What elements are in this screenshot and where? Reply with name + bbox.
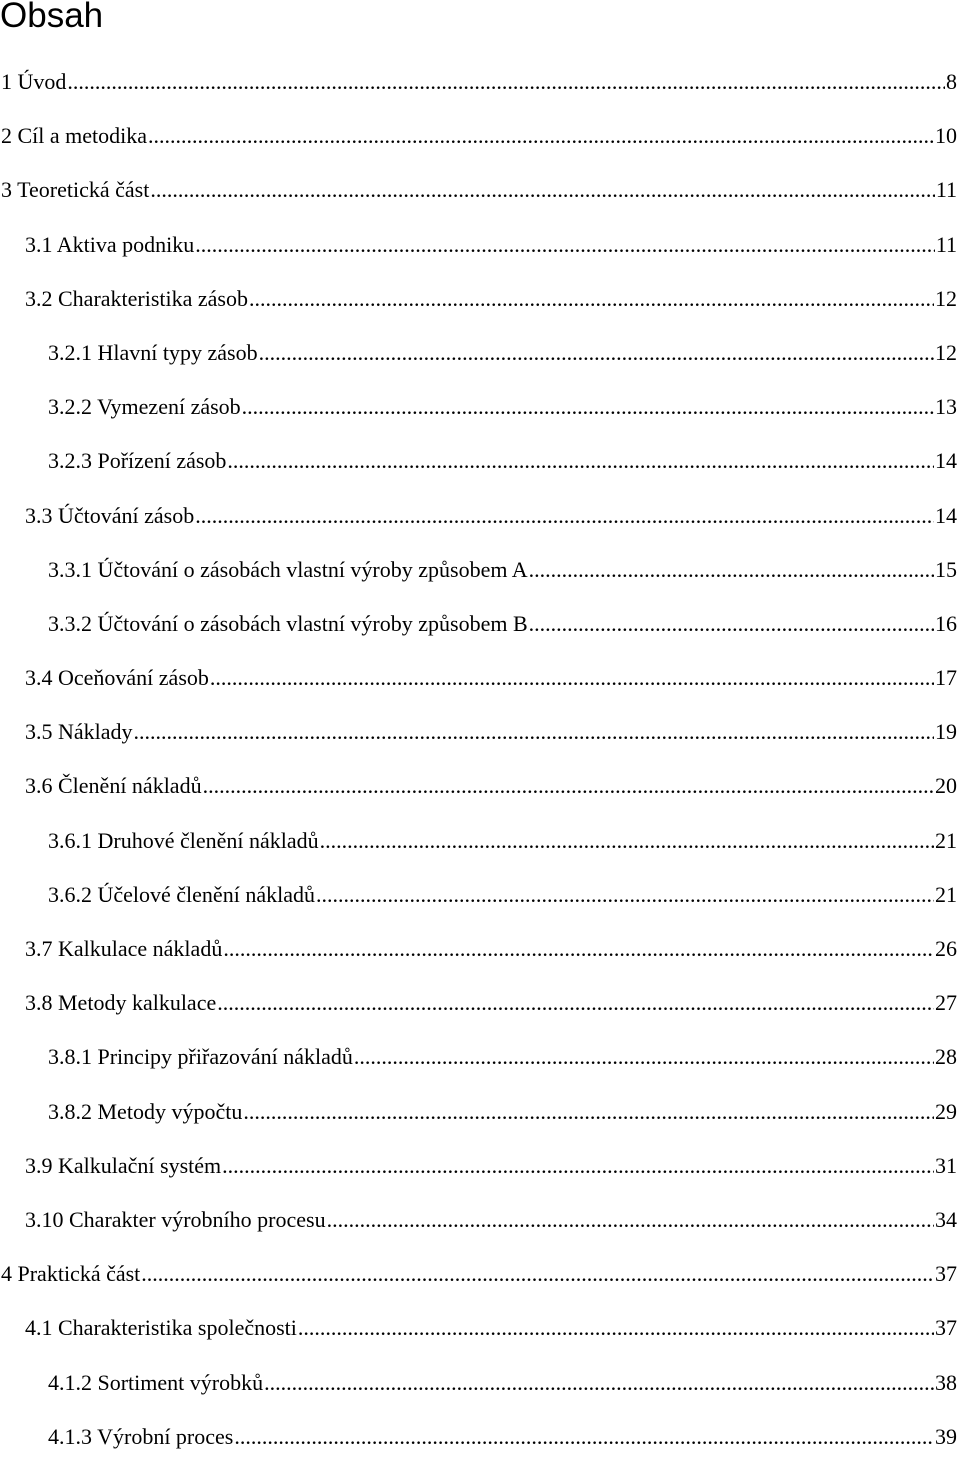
toc-entry[interactable] — [0, 922, 957, 976]
toc-entry-page-number[interactable]: 38 — [935, 1369, 957, 1395]
toc-entry-label[interactable]: 3.3.1 Účtování o zásobách vlastní výroby způsobem A — [48, 556, 528, 582]
toc-entry[interactable] — [0, 543, 957, 597]
toc-entry-label[interactable]: 2 Cíl a metodika — [1, 123, 148, 149]
toc-entry-page-number[interactable]: 10 — [935, 123, 957, 149]
toc-entry[interactable] — [0, 1356, 957, 1410]
toc-entry-page-number[interactable]: 15 — [935, 556, 957, 582]
page-title: Obsah — [0, 0, 104, 35]
toc-entry-label[interactable]: 3.6.1 Druhové členění nákladů — [48, 827, 319, 853]
toc-entry-label[interactable]: 3.2.2 Vymezení zásob — [48, 394, 241, 420]
toc-entry-label[interactable]: 3.8.2 Metody výpočtu — [48, 1098, 243, 1124]
toc-leader-dots — [327, 1193, 934, 1247]
toc-entry[interactable] — [0, 272, 957, 326]
toc-entry-label[interactable]: 1 Úvod — [1, 69, 67, 94]
toc-entry-page-number[interactable]: 31 — [935, 1152, 957, 1178]
toc-entry-page-number[interactable]: 28 — [935, 1044, 957, 1070]
toc-entry-label[interactable]: 3.3.2 Účtování o zásobách vlastní výroby způsobem B — [48, 610, 528, 636]
toc-leader-dots — [195, 218, 935, 272]
toc-leader-dots — [529, 597, 934, 651]
toc-entry[interactable] — [0, 326, 957, 380]
toc-entry[interactable] — [0, 814, 957, 868]
toc-leader-dots — [217, 976, 934, 1030]
toc-entry[interactable] — [0, 759, 957, 813]
toc-entry-page-number[interactable]: 20 — [935, 773, 957, 799]
toc-leader-dots — [141, 1247, 934, 1301]
toc-leader-dots — [67, 55, 945, 109]
toc-entry[interactable] — [0, 163, 957, 217]
toc-entry[interactable] — [0, 651, 957, 705]
toc-entry[interactable] — [0, 705, 957, 759]
toc-leader-dots — [316, 868, 934, 922]
toc-leader-dots — [259, 326, 934, 380]
toc-entry-page-number[interactable]: 12 — [935, 339, 957, 365]
toc-leader-dots — [203, 759, 934, 813]
toc-entry-label[interactable]: 3.4 Oceňování zásob — [25, 665, 209, 691]
toc-leader-dots — [134, 705, 934, 759]
toc-leader-dots — [210, 651, 934, 705]
toc-entry[interactable] — [0, 109, 957, 163]
toc-entry-label[interactable]: 3.7 Kalkulace nákladů — [25, 936, 223, 961]
toc-entry-page-number[interactable]: 19 — [935, 719, 957, 745]
toc-entry-label[interactable]: 3.6.2 Účelové členění nákladů — [48, 881, 315, 907]
toc-entry-page-number[interactable]: 26 — [935, 936, 957, 961]
toc-leader-dots — [234, 1410, 934, 1464]
toc-entry[interactable] — [0, 1193, 957, 1247]
toc-entry-label[interactable]: 3.5 Náklady — [25, 719, 133, 745]
toc-entry-label[interactable]: 3 Teoretická část — [1, 177, 150, 203]
toc-leader-dots — [320, 814, 934, 868]
toc-entry[interactable] — [0, 1301, 957, 1355]
toc-entry-page-number[interactable]: 34 — [935, 1206, 957, 1232]
toc-entry-page-number[interactable]: 11 — [935, 177, 957, 203]
toc-entry-label[interactable]: 3.8.1 Principy přiřazování nákladů — [48, 1044, 353, 1070]
toc-entry-label[interactable]: 4.1.2 Sortiment výrobků — [48, 1369, 264, 1395]
toc-entry[interactable] — [0, 1410, 957, 1464]
toc-entry-page-number[interactable]: 27 — [935, 990, 957, 1016]
toc-leader-dots — [298, 1301, 934, 1355]
table-of-contents — [0, 55, 957, 1464]
toc-entry[interactable] — [0, 1247, 957, 1301]
toc-entry-page-number[interactable]: 16 — [935, 610, 957, 636]
toc-entry[interactable] — [0, 1139, 957, 1193]
toc-entry-label[interactable]: 3.2.1 Hlavní typy zásob — [48, 339, 258, 365]
toc-entry-page-number[interactable]: 13 — [935, 394, 957, 420]
toc-entry[interactable] — [0, 489, 957, 543]
toc-leader-dots — [150, 163, 934, 217]
toc-entry-page-number[interactable]: 17 — [935, 665, 957, 691]
toc-entry-page-number[interactable]: 37 — [935, 1315, 957, 1341]
toc-entry-page-number[interactable]: 21 — [935, 881, 957, 907]
toc-leader-dots — [222, 1139, 934, 1193]
toc-entry-page-number[interactable]: 39 — [935, 1423, 957, 1449]
toc-leader-dots — [249, 272, 934, 326]
toc-entry-page-number[interactable]: 21 — [935, 827, 957, 853]
toc-entry-page-number[interactable]: 12 — [935, 285, 957, 311]
toc-entry-label[interactable]: 3.3 Účtování zásob — [25, 502, 195, 528]
toc-entry-page-number[interactable]: 11 — [935, 231, 957, 257]
toc-entry-label[interactable]: 4 Praktická část — [1, 1261, 141, 1287]
toc-entry[interactable] — [0, 868, 957, 922]
toc-entry[interactable] — [0, 380, 957, 434]
toc-leader-dots — [264, 1356, 934, 1410]
toc-entry-label[interactable]: 3.10 Charakter výrobního procesu — [25, 1206, 326, 1232]
toc-leader-dots — [354, 1030, 934, 1084]
toc-entry-page-number[interactable]: 14 — [935, 502, 957, 528]
toc-entry-label[interactable]: 4.1 Charakteristika společnosti — [25, 1315, 297, 1341]
toc-entry-label[interactable]: 3.9 Kalkulační systém — [25, 1152, 222, 1178]
toc-entry-page-number[interactable]: 14 — [935, 448, 957, 474]
toc-entry[interactable] — [0, 976, 957, 1030]
toc-leader-dots — [223, 922, 934, 976]
toc-entry[interactable] — [0, 434, 957, 488]
toc-entry[interactable] — [0, 1085, 957, 1139]
toc-leader-dots — [148, 109, 934, 163]
toc-leader-dots — [242, 380, 934, 434]
toc-leader-dots — [529, 543, 934, 597]
toc-entry-page-number[interactable]: 8 — [946, 69, 957, 94]
toc-entry-page-number[interactable]: 37 — [935, 1261, 957, 1287]
toc-entry[interactable] — [0, 55, 957, 109]
toc-leader-dots — [243, 1085, 934, 1139]
toc-entry-label[interactable]: 3.8 Metody kalkulace — [25, 990, 217, 1016]
toc-entry-page-number[interactable]: 29 — [935, 1098, 957, 1124]
toc-entry-label[interactable]: 3.1 Aktiva podniku — [25, 231, 195, 257]
toc-entry-label[interactable]: 3.6 Členění nákladů — [25, 773, 202, 799]
toc-entry[interactable] — [0, 597, 957, 651]
toc-entry[interactable] — [0, 218, 957, 272]
toc-entry-label[interactable]: 4.1.3 Výrobní proces — [48, 1423, 234, 1449]
toc-leader-dots — [227, 434, 934, 488]
toc-entry-label[interactable]: 3.2 Charakteristika zásob — [25, 285, 248, 311]
toc-entry[interactable] — [0, 1030, 957, 1084]
toc-entry-label[interactable]: 3.2.3 Pořízení zásob — [48, 448, 227, 474]
toc-leader-dots — [195, 489, 934, 543]
